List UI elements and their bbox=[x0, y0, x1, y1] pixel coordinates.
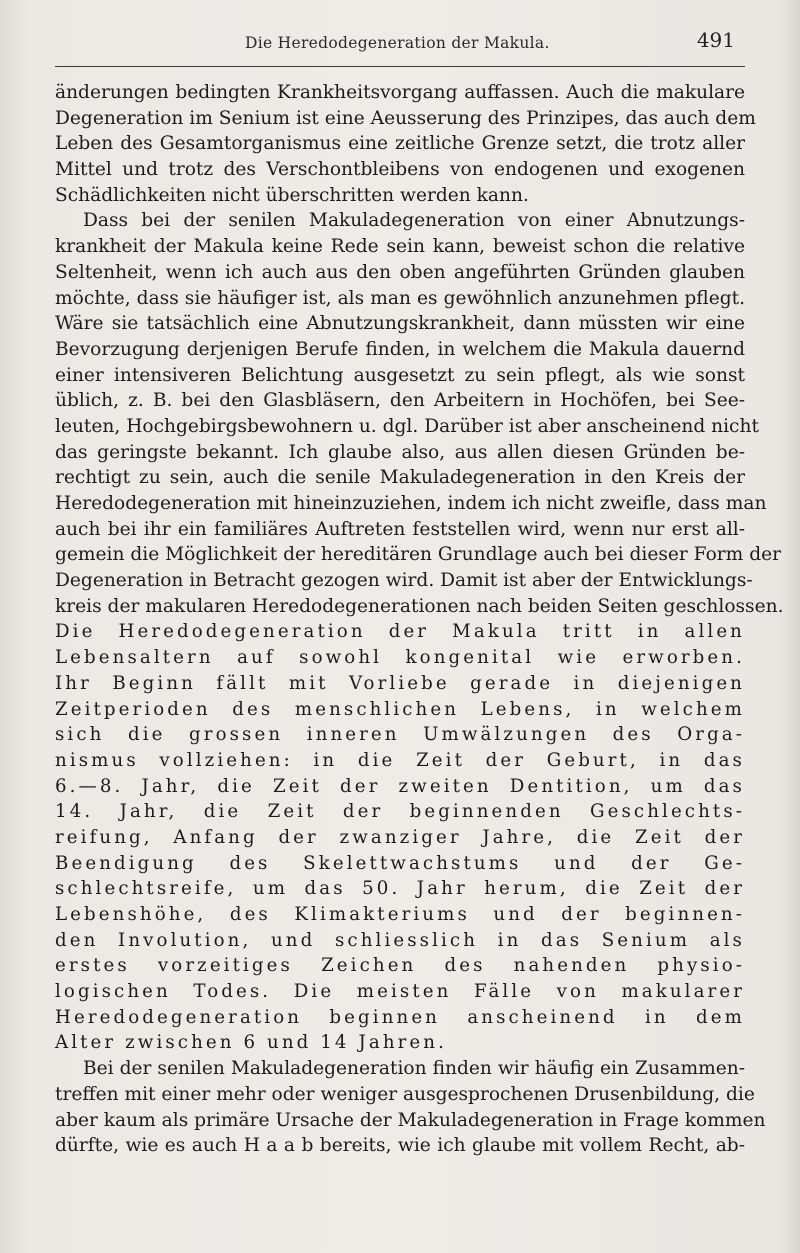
text-line: änderungen bedingten Krankheitsvorgang auffassen. Auch die makulare bbox=[55, 82, 745, 103]
text-line: erstes vorzeitiges Zeichen des nahenden physio- bbox=[55, 955, 745, 977]
text-line: Lebensaltern auf sowohl kongenital wie erworben. bbox=[55, 647, 745, 669]
text-line: den Involution, und schliesslich in das Senium als bbox=[55, 929, 745, 951]
text-line: Heredodegeneration beginnen anscheinend in dem bbox=[55, 1006, 745, 1028]
text-line: Beendigung des Skelettwachstums und der Ge- bbox=[55, 852, 745, 874]
text-line: aber kaum als primäre Ursache der Makuladegeneration in Frage kommen bbox=[55, 1109, 766, 1131]
text-line: 14. Jahr, die Zeit der beginnenden Geschlechts- bbox=[55, 801, 745, 823]
text-line: Bei der senilen Makuladegeneration finden wir häufig ein Zusammen- bbox=[83, 1058, 745, 1080]
text-line: gemein die Möglichkeit der hereditären Grundlage auch bei dieser Form der bbox=[55, 544, 781, 566]
text-line: das geringste bekannt. Ich glaube also, aus allen diesen Gründen be- bbox=[55, 441, 745, 463]
text-line: Leben des Gesamtorganismus eine zeitliche Grenze setzt, die trotz aller bbox=[55, 133, 745, 155]
text-line: sich die grossen inneren Umwälzungen des Orga- bbox=[55, 724, 745, 746]
text-line: Heredodegeneration mit hineinzuziehen, indem ich nicht zweifle, dass man bbox=[55, 493, 767, 514]
text-line: üblich, z. B. bei den Glasbläsern, den Arbeitern in Hochöfen, bei See- bbox=[55, 390, 745, 412]
text-line: schlechtsreife, um das 50. Jahr herum, die Zeit der bbox=[55, 878, 745, 900]
text-line: reifung, Anfang der zwanziger Jahre, die Zeit der bbox=[55, 826, 745, 848]
text-line: Lebenshöhe, des Klimakteriums und der beginnen- bbox=[55, 904, 745, 925]
text-line: nismus vollziehen: in die Zeit der Geburt, in das bbox=[55, 749, 745, 771]
text-line: einer intensiveren Belichtung ausgesetzt zu sein pflegt, als wie sonst bbox=[55, 364, 745, 386]
body-text bbox=[55, 80, 784, 1159]
text-line: möchte, dass sie häufiger ist, als man es gewöhnlich anzunehmen pflegt. bbox=[55, 287, 745, 309]
text-line: Wäre sie tatsächlich eine Abnutzungskrankheit, dann müssten wir eine bbox=[55, 313, 745, 335]
text-line: Alter zwischen 6 und 14 Jahren. bbox=[55, 1032, 447, 1054]
text-line: Degeneration im Senium ist eine Aeusserung des Prinzipes, das auch dem bbox=[55, 107, 756, 129]
text-line: rechtigt zu sein, auch die senile Makuladegeneration in den Kreis der bbox=[55, 467, 745, 489]
page-number: 491 bbox=[696, 28, 735, 52]
text-line: Seltenheit, wenn ich auch aus den oben angeführten Gründen glauben bbox=[55, 261, 745, 283]
text-line: Dass bei der senilen Makuladegeneration von einer Abnutzungs- bbox=[83, 210, 745, 232]
text-line: Ihr Beginn fällt mit Vorliebe gerade in diejenigen bbox=[55, 672, 745, 694]
text-line: Bevorzugung derjenigen Berufe finden, in welchem die Makula dauernd bbox=[55, 338, 745, 360]
text-line: treffen mit einer mehr oder weniger ausgesprochenen Drusenbildung, die bbox=[55, 1083, 755, 1105]
text-line: Zeitperioden des menschlichen Lebens, in welchem bbox=[55, 698, 745, 720]
text-line: 6.—8. Jahr, die Zeit der zweiten Dentition, um das bbox=[55, 775, 745, 797]
text-line: Mittel und trotz des Verschontbleibens von endogenen und exogenen bbox=[55, 159, 745, 181]
page-header bbox=[55, 28, 745, 60]
text-line: Die Heredodegeneration der Makula tritt in allen bbox=[55, 621, 745, 643]
text-line: dürfte, wie es auch H a a b bereits, wie ich glaube mit vollem Recht, ab- bbox=[55, 1135, 745, 1157]
text-line: Degeneration in Betracht gezogen wird. Damit ist aber der Entwicklungs- bbox=[55, 570, 753, 592]
running-title: Die Heredodegeneration der Makula. bbox=[245, 34, 550, 52]
text-line: logischen Todes. Die meisten Fälle von makularer bbox=[55, 981, 745, 1003]
text-line: Schädlichkeiten nicht überschritten werden kann. bbox=[55, 184, 529, 206]
header-rule bbox=[55, 66, 745, 67]
text-line: leuten, Hochgebirgsbewohnern u. dgl. Darüber ist aber anscheinend nicht bbox=[55, 415, 759, 437]
text-line: kreis der makularen Heredodegenerationen nach beiden Seiten geschlossen. bbox=[55, 595, 784, 617]
text-line: krankheit der Makula keine Rede sein kann, beweist schon die relative bbox=[55, 236, 745, 258]
text-line: auch bei ihr ein familiäres Auftreten feststellen wird, wenn nur erst all- bbox=[55, 518, 745, 540]
